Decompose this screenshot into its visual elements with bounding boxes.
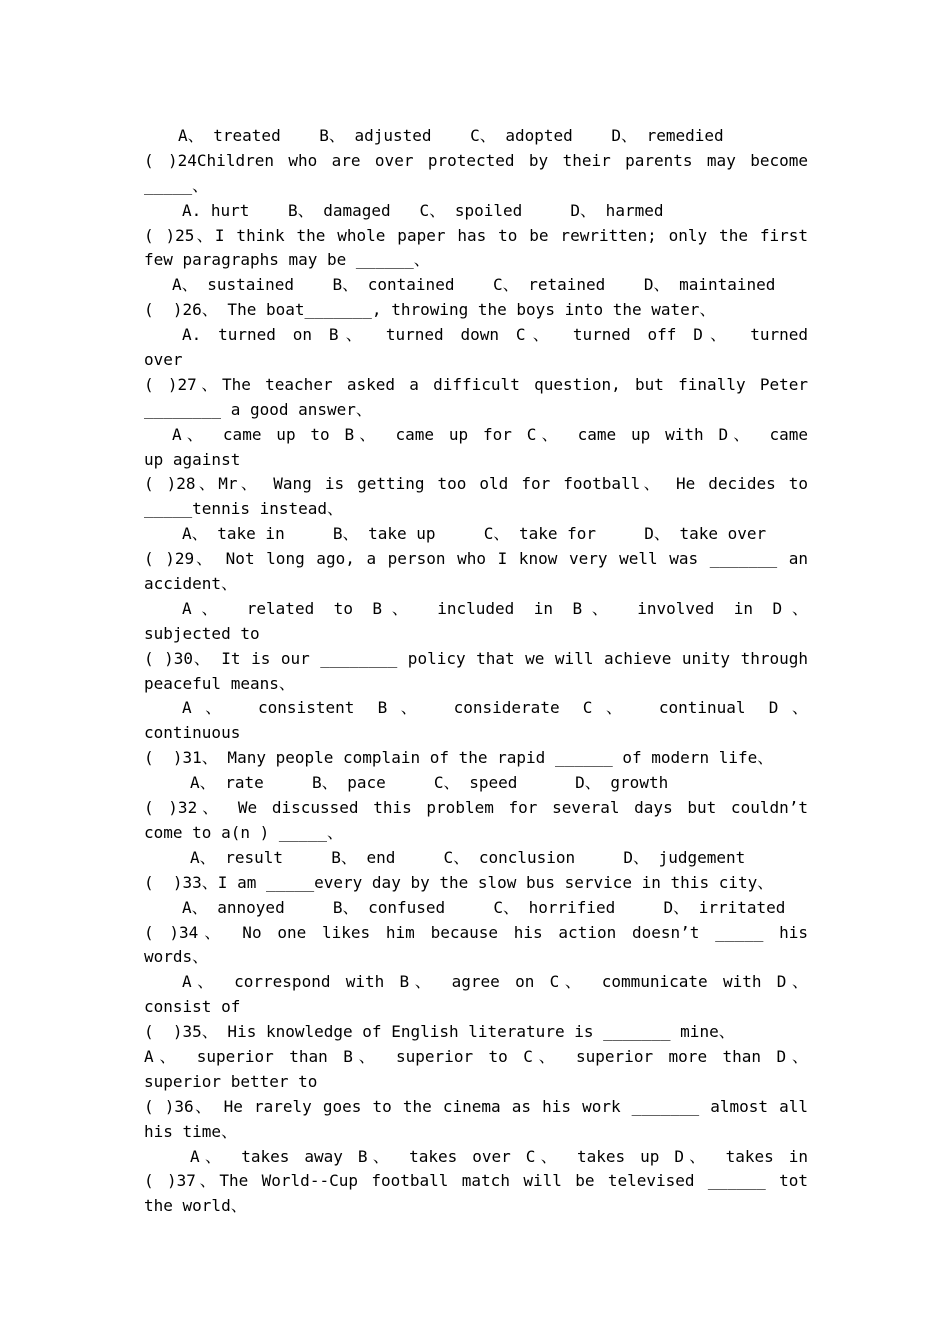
q36-stem-cont: his time、 [144,1121,238,1141]
q35-options-cont: superior better to [144,1071,318,1091]
q24-stem-cont: _____、 [144,175,209,195]
q34-options: A、 correspond with B、 agree on C、 communicate with D、 [182,972,808,992]
q32-stem-cont: come to a(n ) _____、 [144,822,344,842]
q27-options: A、 came up to B、 came up for C、 came up with D、 came [172,424,808,444]
q28-stem-cont: _____tennis instead、 [144,499,344,519]
q35-options: A、 superior than B、 superior to C、 superior more than D、 [144,1046,808,1066]
q36-options: A、 takes away B、 takes over C、 takes up D、 takes in [190,1146,808,1166]
q25-stem: ( )25、I think the whole paper has to be rewritten; only the first [144,225,808,245]
q36-stem: ( )36、 He rarely goes to the cinema as his work _______ almost all [144,1096,808,1116]
q27-stem: ( )27、The teacher asked a difficult question, but finally Peter [144,374,808,394]
q26-options: A. turned on B、 turned down C、 turned off D、 turned [182,325,808,345]
q27-options-cont: up against [144,449,241,469]
q29-stem-cont: accident、 [144,574,238,594]
q26-options-cont: over [144,350,183,370]
q33-stem: ( )33、I am _____every day by the slow bus service in this city、 [144,872,774,892]
q32-options: A、 result B、 end C、 conclusion D、 judgement [190,847,746,867]
q34-stem-cont: words、 [144,947,209,967]
q27-stem-cont: ________ a good answer、 [144,399,372,419]
q37-stem-cont: the world、 [144,1196,247,1216]
q34-stem: ( )34、 No one likes him because his action doesn’t _____ his [144,922,808,942]
q30-stem-cont: peaceful means、 [144,673,295,693]
q35-stem: ( )35、 His knowledge of English literature is _______ mine、 [144,1022,735,1042]
q25-stem-cont: few paragraphs may be ______、 [144,250,430,270]
q32-stem: ( )32、 We discussed this problem for several days but couldn’t [144,798,808,818]
q29-options-cont: subjected to [144,623,260,643]
q29-stem: ( )29、 Not long ago, a person who I know very well was _______ an [144,549,808,569]
q28-stem: ( )28、Mr、 Wang is getting too old for football、 He decides to [144,474,808,494]
q25-options: A、 sustained B、 contained C、 retained D、 maintained [172,275,776,295]
document-page [144,124,808,1219]
q26-stem: ( )26、 The boat_______, throwing the boys into the water、 [144,300,716,320]
q31-options: A、 rate B、 pace C、 speed D、 growth [190,773,669,793]
q37-stem: ( )37、The World--Cup football match will be televised ______ tot [144,1171,808,1191]
q30-options: A、 consistent B、 considerate C、 continual D、 [182,698,808,718]
q30-stem: ( )30、 It is our ________ policy that we will achieve unity through [144,648,808,668]
q33-options: A、 annoyed B、 confused C、 horrified D、 irritated [182,897,786,917]
q30-options-cont: continuous [144,723,241,743]
q24-stem: ( )24Children who are over protected by their parents may become [144,150,808,170]
q24-options: A. hurt B、 damaged C、 spoiled D、 harmed [182,200,664,220]
q28-options: A、 take in B、 take up C、 take for D、 take over [182,524,767,544]
q34-options-cont: consist of [144,997,241,1017]
q29-options: A、 related to B、 included in B、 involved in D、 [182,598,808,618]
q31-stem: ( )31、 Many people complain of the rapid ______ of modern life、 [144,748,774,768]
q23-options: A、 treated B、 adjusted C、 adopted D、 remedied [178,126,724,145]
